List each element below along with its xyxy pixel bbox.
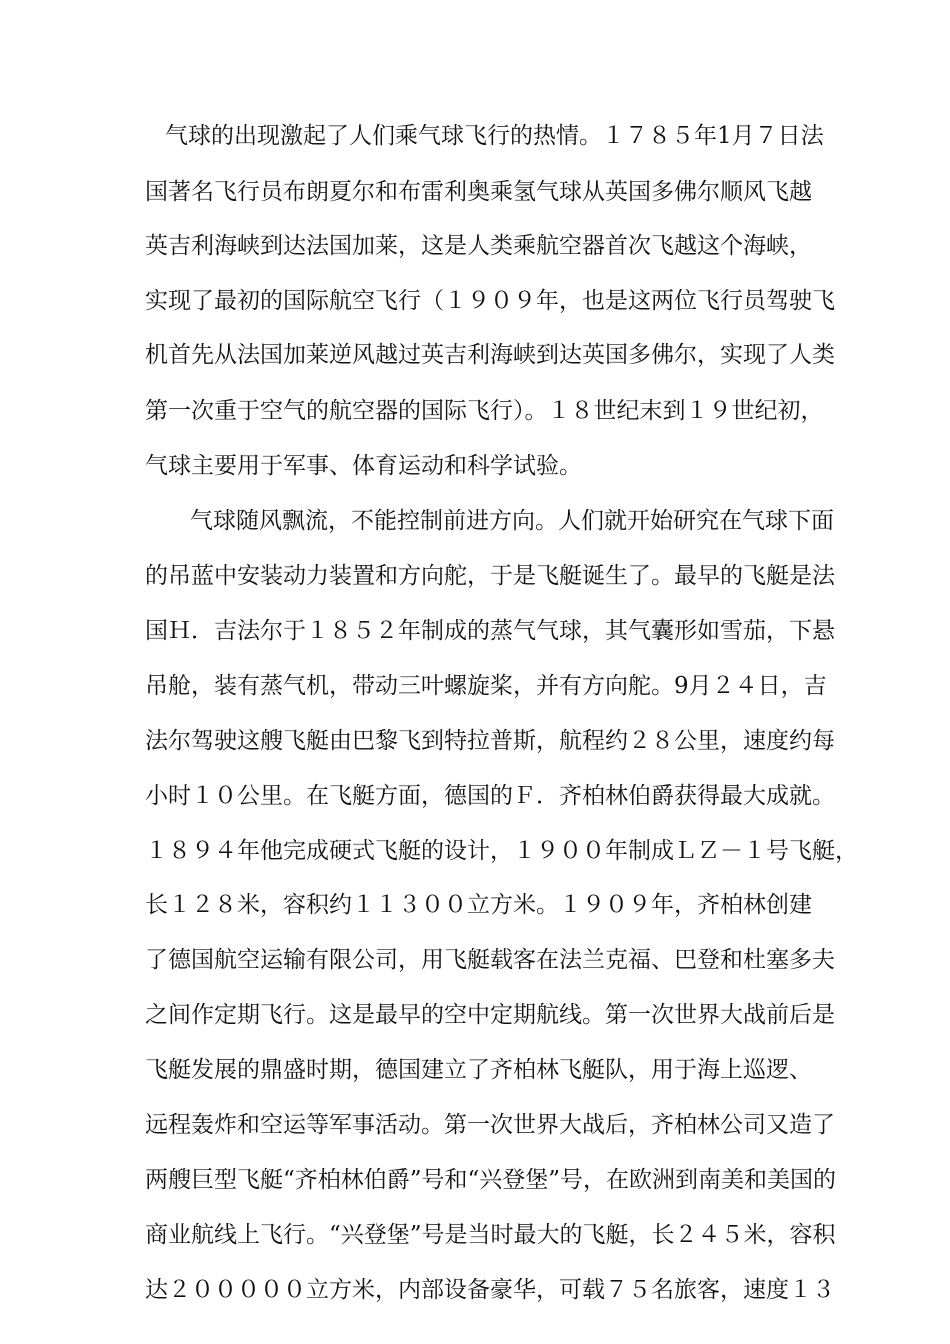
paragraph-1-line-3: 英吉利海峡到达法国加莱，这是人类乘航空器首次飞越这个海峡， <box>145 233 812 259</box>
paragraph-1-line-1: 气球的出现激起了人们乘气球飞行的热情。１７８５年1月７日法 <box>165 123 824 149</box>
paragraph-2-line-8: 长１２８米，容积约１１３００立方米。１９０９年，齐柏林创建 <box>145 892 812 918</box>
paragraph-1-line-2: 国著名飞行员布朗夏尔和布雷利奥乘氢气球从英国多佛尔顺风飞越 <box>145 179 812 205</box>
paragraph-2-line-13: 两艘巨型飞艇“齐柏林伯爵”号和“兴登堡”号，在欧洲到南美和美国的 <box>145 1167 837 1193</box>
paragraph-2-line-11: 飞艇发展的鼎盛时期，德国建立了齐柏林飞艇队，用于海上巡逻、 <box>145 1057 812 1083</box>
paragraph-2-line-3: 国Ｈ．吉法尔于１８５２年制成的蒸气气球，其气囊形如雪茄，下悬 <box>145 618 835 644</box>
paragraph-2-line-12: 远程轰炸和空运等军事活动。第一次世界大战后，齐柏林公司又造了 <box>145 1112 835 1138</box>
paragraph-2-line-6: 小时１０公里。在飞艇方面，德国的Ｆ．齐柏林伯爵获得最大成就。 <box>145 783 835 809</box>
paragraph-2-line-4: 吊舱，装有蒸气机，带动三叶螺旋桨，并有方向舵。9月２４日，吉 <box>145 673 827 699</box>
paragraph-2-line-7: １８９４年他完成硬式飞艇的设计，１９００年制成ＬＺ－１号飞艇， <box>145 838 858 864</box>
paragraph-2-line-15: 达２０００００立方米，内部设备豪华，可载７５名旅客，速度１３ <box>145 1277 835 1303</box>
paragraph-1-line-6: 第一次重于空气的航空器的国际飞行）。１８世纪末到１９世纪初， <box>145 398 824 424</box>
paragraph-1-line-4: 实现了最初的国际航空飞行（１９０９年，也是这两位飞行员驾驶飞 <box>145 288 835 314</box>
paragraph-1-line-7: 气球主要用于军事、体育运动和科学试验。 <box>145 453 582 479</box>
paragraph-2-line-2: 的吊蓝中安装动力装置和方向舵，于是飞艇诞生了。最早的飞艇是法 <box>145 563 835 589</box>
paragraph-2-line-1: 气球随风飘流，不能控制前进方向。人们就开始研究在气球下面 <box>190 508 834 534</box>
paragraph-1-line-5: 机首先从法国加莱逆风越过英吉利海峡到达英国多佛尔，实现了人类 <box>145 342 835 368</box>
paragraph-2-line-14: 商业航线上飞行。“兴登堡”号是当时最大的飞艇，长２４５米，容积 <box>145 1222 836 1248</box>
paragraph-2-line-9: 了德国航空运输有限公司，用飞艇载客在法兰克福、巴登和杜塞多夫 <box>145 947 835 973</box>
paragraph-2-line-5: 法尔驾驶这艘飞艇由巴黎飞到特拉普斯，航程约２８公里，速度约每 <box>145 728 835 754</box>
paragraph-2-line-10: 之间作定期飞行。这是最早的空中定期航线。第一次世界大战前后是 <box>145 1002 835 1028</box>
